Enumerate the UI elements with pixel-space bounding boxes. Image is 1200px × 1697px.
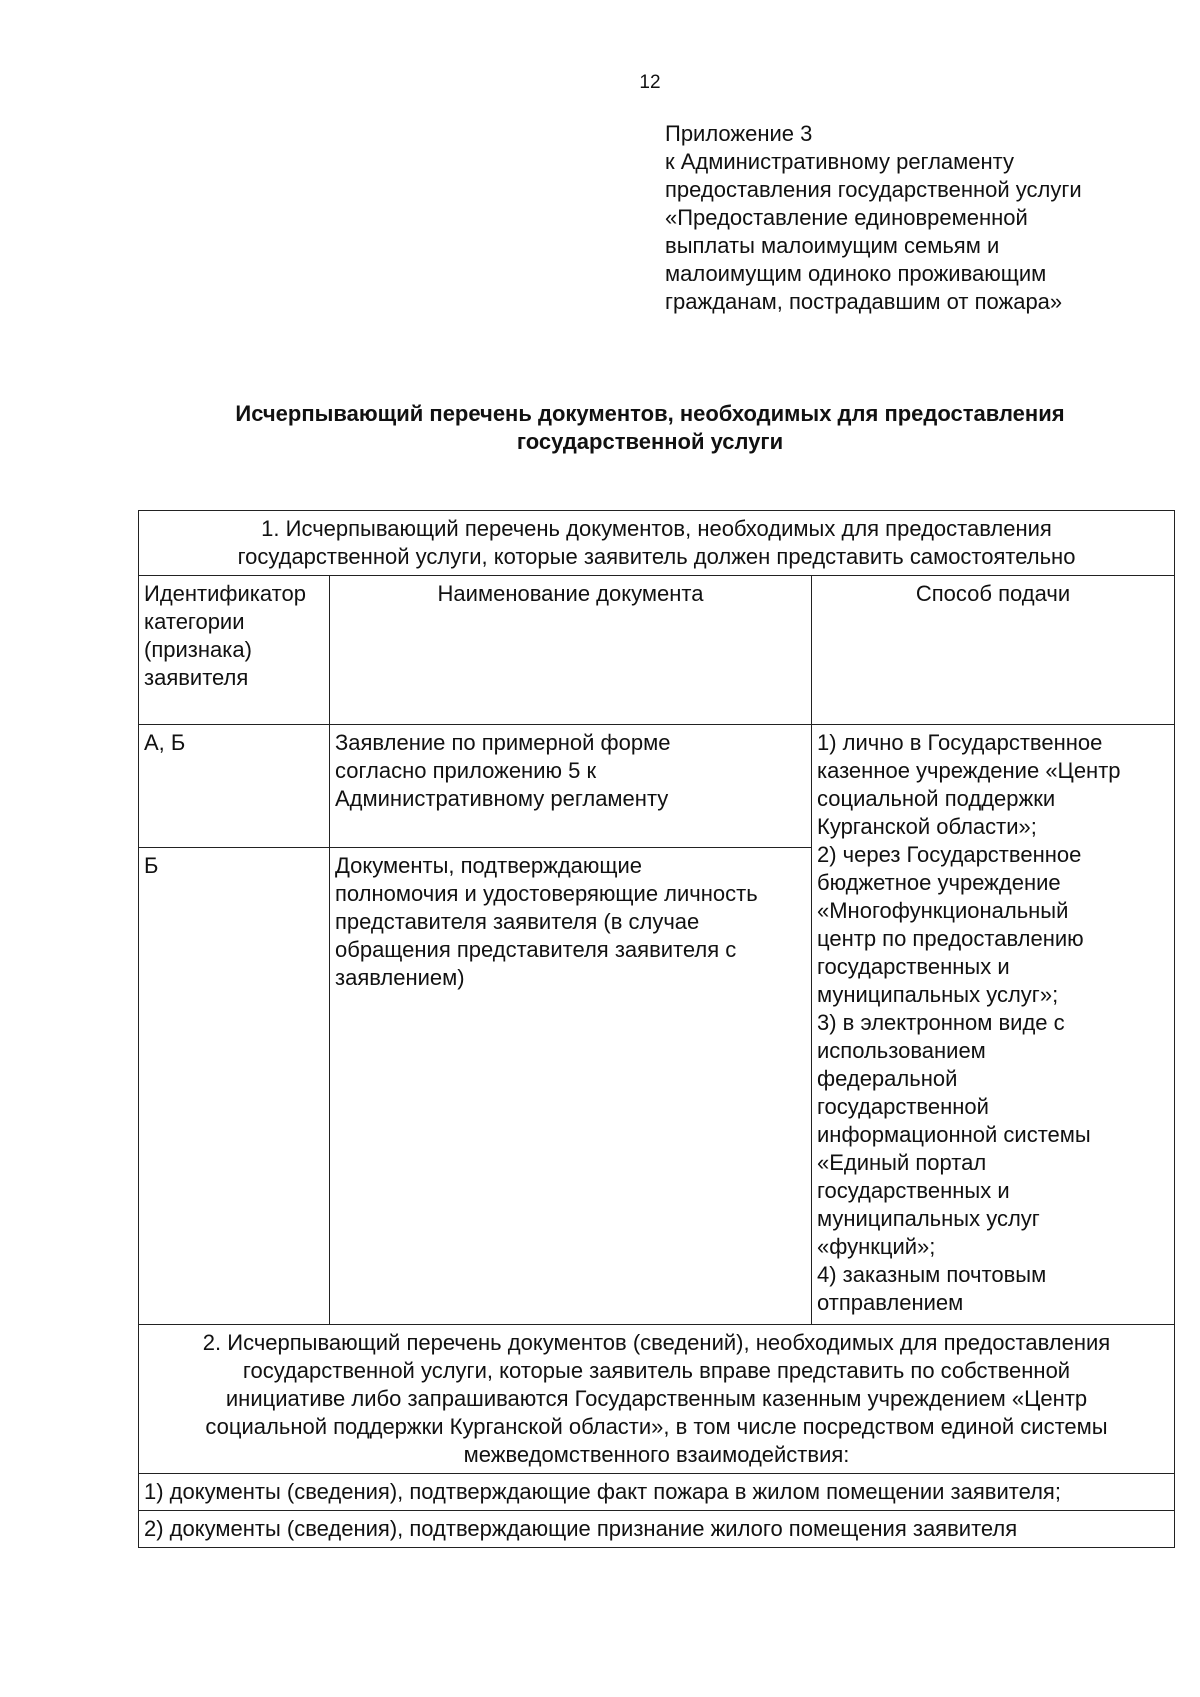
method-line: центр по предоставлению xyxy=(817,926,1084,951)
appendix-line: гражданам, пострадавшим от пожара» xyxy=(665,289,1063,314)
cell-line: Заявление по примерной форме xyxy=(335,730,671,755)
section-line: инициативе либо запрашиваются Государственным казенным учреждением «Центр xyxy=(225,1386,1088,1411)
title-line: государственной услуги xyxy=(516,429,784,454)
method-line: бюджетное учреждение xyxy=(817,870,1061,895)
header-submission-method: Способ подачи xyxy=(812,576,1175,725)
submission-method-cell xyxy=(812,725,1175,1325)
method-line: государственных и xyxy=(817,954,1010,979)
cell-line: Документы, подтверждающие xyxy=(335,853,643,878)
section-line: социальной поддержки Курганской области», в том числе посредством единой системы xyxy=(205,1414,1108,1439)
section-1-header xyxy=(139,511,1175,576)
method-line: государственной xyxy=(817,1094,989,1119)
header-identifier xyxy=(139,576,330,725)
document-title xyxy=(120,400,1180,456)
cell-line: представителя заявителя (в случае xyxy=(335,909,700,934)
row-1-document-name xyxy=(330,725,812,848)
section-line: межведомственного взаимодействия: xyxy=(463,1442,850,1467)
appendix-line: к Административному регламенту xyxy=(665,149,1015,174)
appendix-line: Приложение 3 xyxy=(665,121,813,146)
method-line: социальной поддержки xyxy=(817,786,1056,811)
section-2-header xyxy=(139,1325,1175,1474)
method-line: информационной системы xyxy=(817,1122,1091,1147)
section-line: государственной услуги, которые заявитель вправе представить по собственной xyxy=(242,1358,1071,1383)
section-2-item-2: 2) документы (сведения), подтверждающие признание жилого помещения заявителя xyxy=(139,1511,1175,1548)
row-1-identifier: А, Б xyxy=(139,725,330,848)
method-line: 4) заказным почтовым xyxy=(817,1262,1047,1287)
cell-line: обращения представителя заявителя с xyxy=(335,937,737,962)
row-2-document-name xyxy=(330,848,812,1325)
method-line: отправлением xyxy=(817,1290,964,1315)
header-line: категории xyxy=(144,609,245,634)
method-line: 2) через Государственное xyxy=(817,842,1082,867)
appendix-reference xyxy=(665,120,1175,316)
appendix-line: предоставления государственной услуги xyxy=(665,177,1082,202)
method-line: муниципальных услуг»; xyxy=(817,982,1059,1007)
title-line: Исчерпывающий перечень документов, необходимых для предоставления xyxy=(235,401,1065,426)
documents-table xyxy=(138,510,1175,1548)
method-line: государственных и xyxy=(817,1178,1010,1203)
method-line: «функций»; xyxy=(817,1234,936,1259)
cell-line: согласно приложению 5 к xyxy=(335,758,597,783)
header-line: Идентификатор xyxy=(144,581,306,606)
section-2-item-1: 1) документы (сведения), подтверждающие факт пожара в жилом помещении заявителя; xyxy=(139,1474,1175,1511)
method-line: федеральной xyxy=(817,1066,958,1091)
section-line: 1. Исчерпывающий перечень документов, необходимых для предоставления xyxy=(261,516,1052,541)
method-line: муниципальных услуг xyxy=(817,1206,1040,1231)
header-line: заявителя xyxy=(144,665,249,690)
method-line: казенное учреждение «Центр xyxy=(817,758,1121,783)
method-line: «Единый портал xyxy=(817,1150,987,1175)
method-line: 3) в электронном виде с xyxy=(817,1010,1065,1035)
cell-line: заявлением) xyxy=(335,965,465,990)
appendix-line: выплаты малоимущим семьям и xyxy=(665,233,1000,258)
header-line: (признака) xyxy=(144,637,252,662)
row-2-identifier: Б xyxy=(139,848,330,1325)
header-document-name: Наименование документа xyxy=(330,576,812,725)
method-line: «Многофункциональный xyxy=(817,898,1069,923)
section-line: государственной услуги, которые заявитель должен представить самостоятельно xyxy=(237,544,1076,569)
method-line: 1) лично в Государственное xyxy=(817,730,1103,755)
cell-line: полномочия и удостоверяющие личность xyxy=(335,881,758,906)
appendix-line: «Предоставление единовременной xyxy=(665,205,1028,230)
method-line: Курганской области»; xyxy=(817,814,1037,839)
cell-line: Административному регламенту xyxy=(335,786,669,811)
section-line: 2. Исчерпывающий перечень документов (сведений), необходимых для предоставления xyxy=(202,1330,1111,1355)
method-line: использованием xyxy=(817,1038,986,1063)
appendix-line: малоимущим одиноко проживающим xyxy=(665,261,1047,286)
page-number: 12 xyxy=(639,72,661,93)
